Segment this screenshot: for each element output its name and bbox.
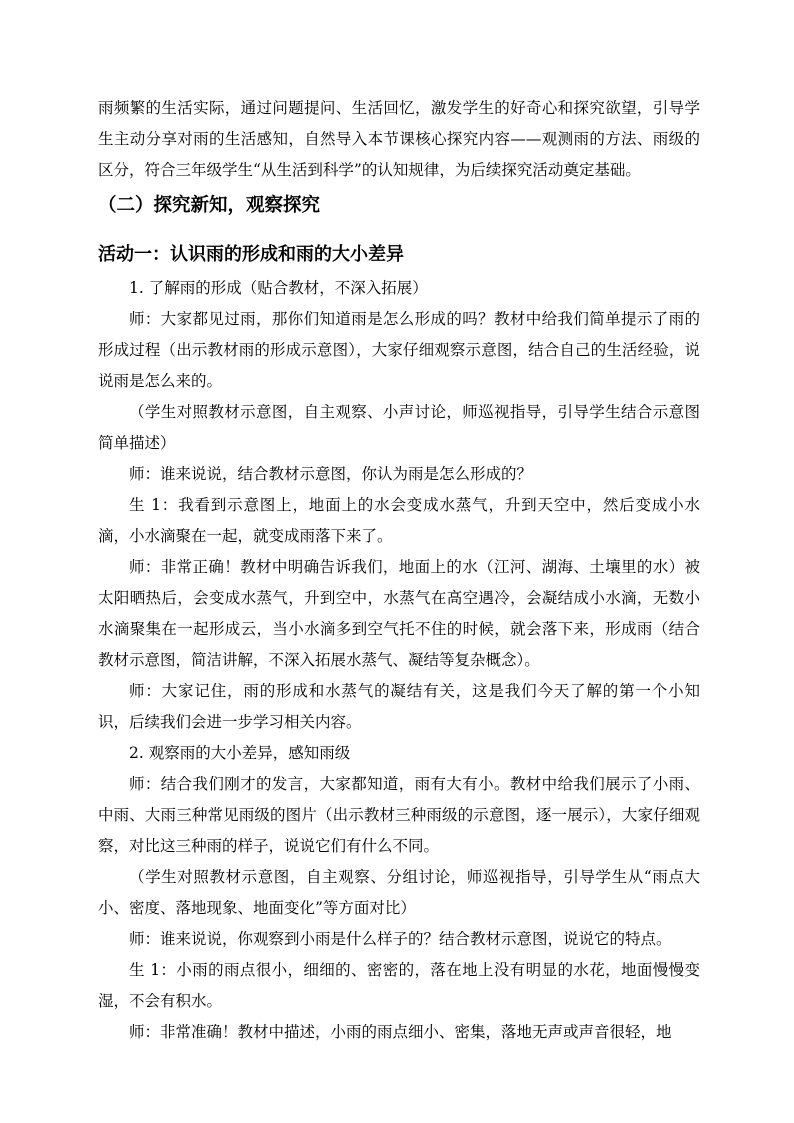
paragraph-teacher-explain-formation: 师：非常正确！教材中明确告诉我们，地面上的水（江河、湖海、土壤里的水）被太阳晒热后，会变成水蒸气，升到空中，水蒸气在高空遇冷，会凝结成小水滴，无数小水滴聚集在一起形成云，当小水滴多到空气托不住的时候，就会落下来，形成雨（结合教材示意图，简洁讲解，不深入拓展水蒸气、凝结等复杂概念）。 — [98, 558, 700, 669]
activity-heading-block — [98, 240, 700, 270]
paragraph-teacher-ask-2: 师：谁来说说，你观察到小雨是什么样子的？结合教材示意图，说说它的特点。 — [129, 930, 672, 948]
subheading-rain-levels: 2. 观察雨的大小差异，感知雨级 — [129, 744, 351, 762]
paragraph-student-activity-2: （学生对照教材示意图，自主观察、分组讨论，师巡视指导，引导学生从“雨点大小、密度、落地现象、地面变化”等方面对比） — [98, 868, 700, 917]
section-heading-block — [98, 191, 700, 221]
paragraph-student-answer-2: 生 1：小雨的雨点很小，细细的、密密的，落在地上没有明显的水花，地面慢慢变湿，不会有积水。 — [98, 961, 700, 1010]
paragraph-teacher-ask-1: 师：谁来说说，结合教材示意图，你认为雨是怎么形成的？ — [129, 465, 533, 483]
paragraph-teacher-question-levels: 师：结合我们刚才的发言，大家都知道，雨有大有小。教材中给我们展示了小雨、中雨、大雨三种常见雨级的图片（出示教材三种雨级的示意图，逐一展示），大家仔细观察，对比这三种雨的样子，说说它们有什么不同。 — [98, 775, 700, 855]
activity-heading: 活动一：认识雨的形成和雨的大小差异 — [98, 244, 404, 265]
subheading-rain-formation: 1. 了解雨的形成（贴合教材，不深入拓展） — [129, 279, 428, 297]
paragraph-teacher-explain-light-rain: 师：非常准确！教材中描述，小雨的雨点细小、密集，落地无声或声音很轻，地 — [129, 1023, 672, 1041]
intro-paragraph-block — [98, 93, 700, 186]
body-block-1 — [98, 273, 700, 1048]
section-heading: （二）探究新知，观察探究 — [98, 195, 321, 216]
paragraph-teacher-summary-1: 师：大家记住，雨的形成和水蒸气的凝结有关，这是我们今天了解的第一个小知识，后续我们会进一步学习相关内容。 — [98, 682, 700, 731]
paragraph-teacher-question-formation: 师：大家都见过雨，那你们知道雨是怎么形成的吗？教材中给我们简单提示了雨的形成过程（出示教材雨的形成示意图），大家仔细观察示意图，结合自己的生活经验，说说雨是怎么来的。 — [98, 310, 700, 390]
intro-paragraph: 雨频繁的生活实际，通过问题提问、生活回忆，激发学生的好奇心和探究欲望，引导学生主动分享对雨的生活感知，自然导入本节课核心探究内容——观测雨的方法、雨级的区分，符合三年级学生“从生活到科学”的认知规律，为后续探究活动奠定基础。 — [98, 99, 700, 179]
paragraph-student-activity-1: （学生对照教材示意图，自主观察、小声讨论，师巡视指导，引导学生结合示意图简单描述） — [98, 403, 700, 452]
paragraph-student-answer-1: 生 1：我看到示意图上，地面上的水会变成水蒸气，升到天空中，然后变成小水滴，小水滴聚在一起，就变成雨落下来了。 — [98, 496, 700, 545]
